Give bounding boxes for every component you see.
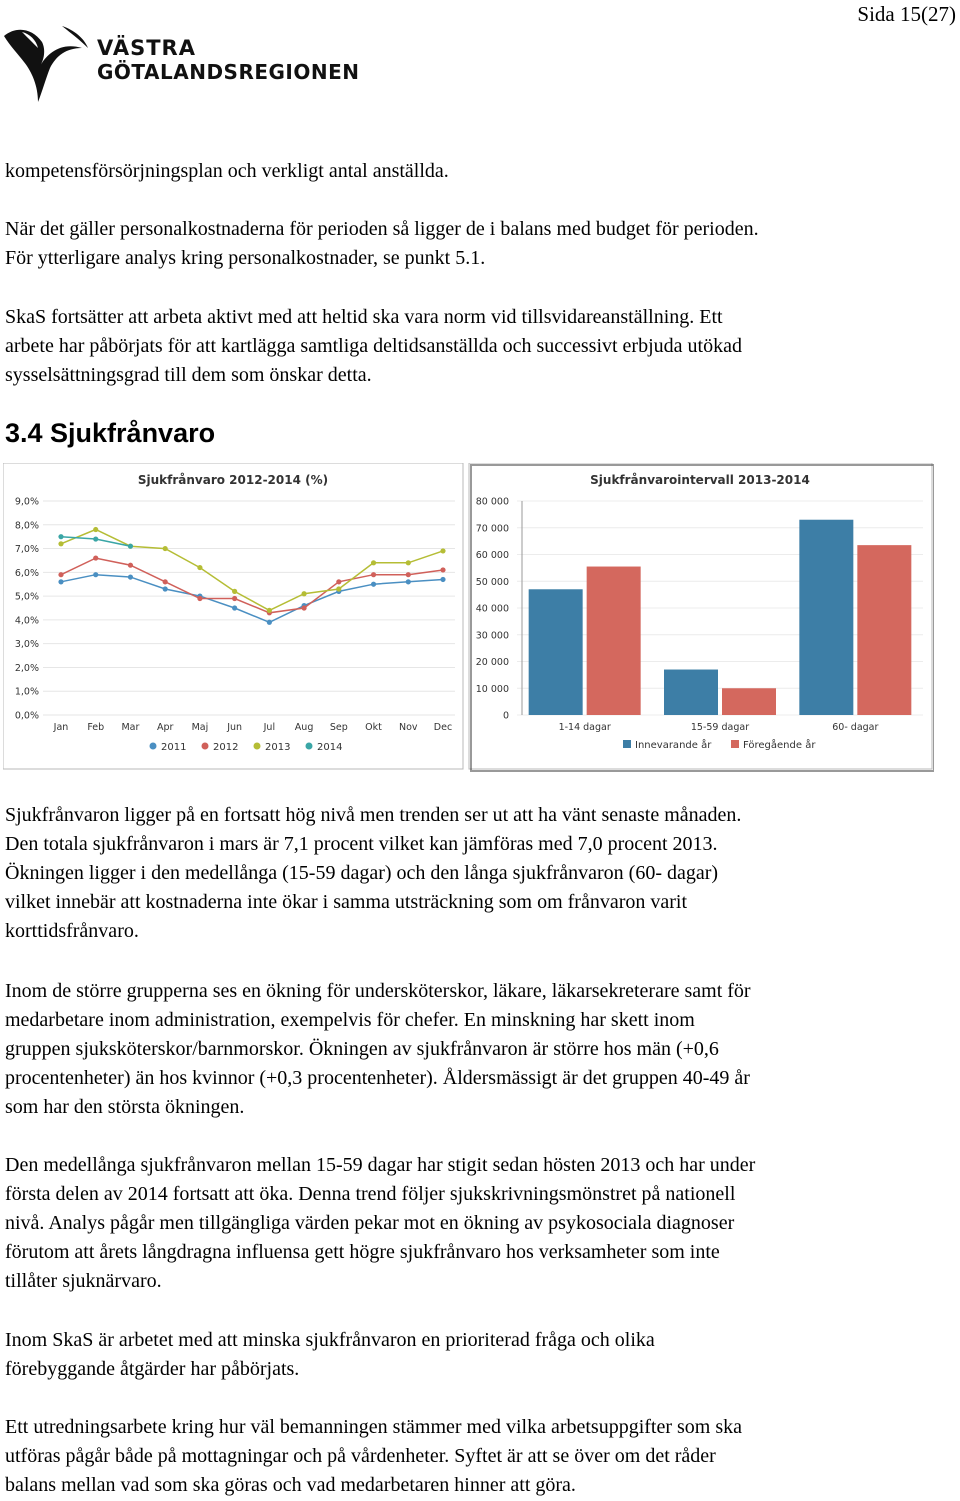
text-line: medarbetare inom administration, exempelvis för chefer. En minskning har skett inom (5, 1009, 695, 1031)
x-tick-label: Mar (121, 722, 140, 733)
data-point-2012 (371, 572, 376, 577)
data-point-2012 (232, 596, 237, 601)
y-tick-label: 8,0% (14, 520, 39, 532)
legend-marker-Föregående år (731, 740, 739, 748)
text-line: sysselsättningsgrad till dem som önskar detta. (5, 364, 372, 386)
x-tick-label: Okt (365, 722, 382, 733)
y-tick-label: 30 000 (475, 630, 509, 642)
y-tick-label: 1,0% (14, 686, 39, 698)
bar-1-14 dagar-Föregående år (587, 567, 641, 715)
x-tick-label: 60- dagar (832, 722, 879, 733)
paragraph-5 (5, 977, 955, 1122)
y-tick-label: 50 000 (475, 576, 509, 588)
legend-label: 2013 (265, 742, 291, 753)
bar-chart-y-ticks (476, 497, 509, 722)
legend-label: Innevarande år (635, 740, 712, 751)
y-tick-label: 9,0% (14, 496, 39, 508)
paragraph-6 (5, 1151, 955, 1296)
data-point-2012 (163, 579, 168, 584)
data-point-2013 (301, 591, 306, 596)
data-point-2012 (336, 579, 341, 584)
data-point-2011 (440, 577, 445, 582)
y-tick-label: 80 000 (475, 496, 509, 508)
bar-chart-title: Sjukfrånvarointervall 2013-2014 (590, 473, 810, 487)
text-line: För ytterligare analys kring personalkostnader, se punkt 5.1. (5, 247, 486, 269)
text-line: nivå. Analys pågår men tillgängliga värden pekar mot en ökning av psykosociala diagnoser (5, 1212, 735, 1234)
paragraph-8 (5, 1413, 955, 1500)
bar-60- dagar-Föregående år (857, 545, 911, 715)
line-chart-title: Sjukfrånvaro 2012-2014 (%) (137, 473, 329, 487)
legend-label: Föregående år (743, 740, 816, 751)
page-number: Sida 15(27) (857, 2, 956, 26)
text-line: Inom SkaS är arbetet med att minska sjukfrånvaron en prioriterad fråga och olika (5, 1329, 655, 1351)
y-tick-label: 0 (502, 710, 509, 722)
paragraph-4 (5, 801, 955, 946)
paragraph-7 (5, 1326, 955, 1384)
text-line: Den totala sjukfrånvaron i mars är 7,1 procent vilket kan jämföras med 7,0 procent 2013. (5, 833, 718, 855)
vgr-logo (2, 22, 392, 106)
data-point-2011 (93, 572, 98, 577)
text-line: tillåter sjuknärvaro. (5, 1270, 162, 1292)
x-tick-label: Nov (398, 722, 418, 733)
data-point-2012 (128, 563, 133, 568)
data-point-2013 (371, 560, 376, 565)
legend-label: 2011 (161, 742, 187, 753)
logo-line-2: GÖTALANDSREGIONEN (97, 60, 360, 84)
data-point-2012 (197, 596, 202, 601)
data-point-2012 (440, 567, 445, 572)
text-line: första delen av 2014 fortsatt att öka. Denna trend följer sjukskrivningsmönstret på nationell (5, 1183, 736, 1205)
text-line: förutom att årets långdragna influensa gett högre sjukfrånvaro hos verksamheter som inte (5, 1241, 720, 1263)
data-point-2011 (406, 579, 411, 584)
data-point-2013 (163, 546, 168, 551)
text-line: SkaS fortsätter att arbeta aktivt med att heltid ska vara norm vid tillsvidareanställning. Ett (5, 306, 723, 328)
data-point-2013 (406, 560, 411, 565)
text-line: korttidsfrånvaro. (5, 920, 139, 942)
data-point-2011 (163, 586, 168, 591)
data-point-2012 (93, 555, 98, 560)
legend-marker-2013 (254, 743, 261, 750)
data-point-2014 (93, 536, 98, 541)
text-line: procentenheter) än hos kvinnor (+0,3 procentenheter). Åldersmässigt är det gruppen 40-49 år (5, 1067, 750, 1089)
data-point-2011 (58, 579, 63, 584)
data-point-2013 (336, 586, 341, 591)
charts-svg (3, 463, 934, 773)
text-line: förebyggande åtgärder har påbörjats. (5, 1358, 300, 1380)
paragraph-3 (5, 303, 955, 390)
logo-text (97, 36, 360, 84)
x-tick-label: Feb (87, 722, 105, 733)
x-tick-label: Jan (53, 722, 69, 733)
text-line: utföras pågår både på mottagningar och på vårdenheter. Syftet är att se över om det råder (5, 1445, 716, 1467)
data-point-2013 (58, 541, 63, 546)
x-tick-label: Jul (263, 722, 276, 733)
data-point-2012 (301, 605, 306, 610)
y-tick-label: 4,0% (14, 615, 39, 627)
x-tick-label: 1-14 dagar (558, 722, 611, 733)
x-tick-label: Maj (191, 722, 209, 733)
text-line: Ett utredningsarbete kring hur väl bemanningen stämmer med vilka arbetsuppgifter som ska (5, 1416, 743, 1438)
data-point-2013 (93, 527, 98, 532)
text-line: som har den största ökningen. (5, 1096, 245, 1118)
x-tick-label: Aug (294, 722, 314, 733)
data-point-2012 (406, 572, 411, 577)
legend-marker-Innevarande år (623, 740, 631, 748)
data-point-2013 (440, 548, 445, 553)
data-point-2014 (128, 544, 133, 549)
data-point-2013 (267, 608, 272, 613)
x-tick-label: Sep (329, 722, 348, 733)
bar-1-14 dagar-Innevarande år (529, 589, 583, 715)
data-point-2014 (58, 534, 63, 539)
bar-60- dagar-Innevarande år (799, 520, 853, 715)
text-line: Inom de större grupperna ses en ökning för undersköterskor, läkare, läkarsekreterare samt för (5, 980, 751, 1002)
data-point-2011 (371, 582, 376, 587)
logo-line-1: VÄSTRA (97, 36, 196, 60)
y-tick-label: 60 000 (475, 550, 509, 561)
y-tick-label: 10 000 (475, 683, 509, 695)
x-tick-label: 15-59 dagar (690, 722, 750, 733)
paragraph-1 (5, 157, 955, 186)
x-tick-label: Jun (227, 722, 243, 733)
data-point-2011 (128, 574, 133, 579)
text-line: balans mellan vad som ska göras och vad medarbetaren hinner att göra. (5, 1474, 576, 1496)
x-tick-label: Apr (156, 722, 174, 733)
y-tick-label: 5,0% (14, 591, 39, 603)
paragraph-2 (5, 215, 955, 273)
text-line: Den medellånga sjukfrånvaron mellan 15-59 dagar har stigit sedan hösten 2013 och har under (5, 1154, 756, 1176)
legend-marker-2011 (150, 743, 157, 750)
text-line: vilket innebär att kostnaderna inte ökar i samma utsträckning som om frånvaron varit (5, 891, 688, 913)
data-point-2013 (232, 589, 237, 594)
chart-figure (3, 463, 934, 773)
y-tick-label: 7,0% (14, 544, 39, 556)
data-point-2011 (267, 620, 272, 625)
text-line: Sjukfrånvaron ligger på en fortsatt hög nivå men trenden ser ut att ha vänt senaste månaden. (5, 804, 742, 826)
legend-label: 2014 (317, 742, 343, 753)
y-tick-label: 2,0% (14, 662, 39, 674)
legend-label: 2012 (213, 742, 239, 753)
text-line: kompetensförsörjningsplan och verkligt antal anställda. (5, 160, 449, 182)
bar-15-59 dagar-Föregående år (722, 688, 776, 715)
y-tick-label: 0,0% (14, 710, 39, 722)
text-line: arbete har påbörjats för att kartlägga samtliga deltidsanställda och successivt erbjuda utökad (5, 335, 742, 357)
text-line: gruppen sjuksköterskor/barnmorskor. Ökningen av sjukfrånvaron är större hos män (+0,6 (5, 1038, 719, 1060)
data-point-2012 (58, 572, 63, 577)
legend-marker-2014 (306, 743, 313, 750)
section-heading: 3.4 Sjukfrånvaro (5, 418, 216, 448)
y-tick-label: 6,0% (14, 567, 39, 579)
bar-15-59 dagar-Innevarande år (664, 670, 718, 715)
x-tick-label: Dec (433, 722, 453, 733)
y-tick-label: 40 000 (475, 603, 509, 615)
data-point-2013 (197, 565, 202, 570)
vgr-emblem-icon (2, 22, 94, 106)
text-line: Ökningen ligger i den medellånga (15-59 dagar) och den långa sjukfrånvaron (60- dagar) (5, 862, 719, 884)
data-point-2011 (232, 605, 237, 610)
y-tick-label: 20 000 (475, 657, 509, 668)
y-tick-label: 3,0% (14, 639, 39, 651)
legend-marker-2012 (202, 743, 209, 750)
y-tick-label: 70 000 (475, 523, 509, 535)
text-line: När det gäller personalkostnaderna för perioden så ligger de i balans med budget för perioden. (5, 218, 759, 240)
